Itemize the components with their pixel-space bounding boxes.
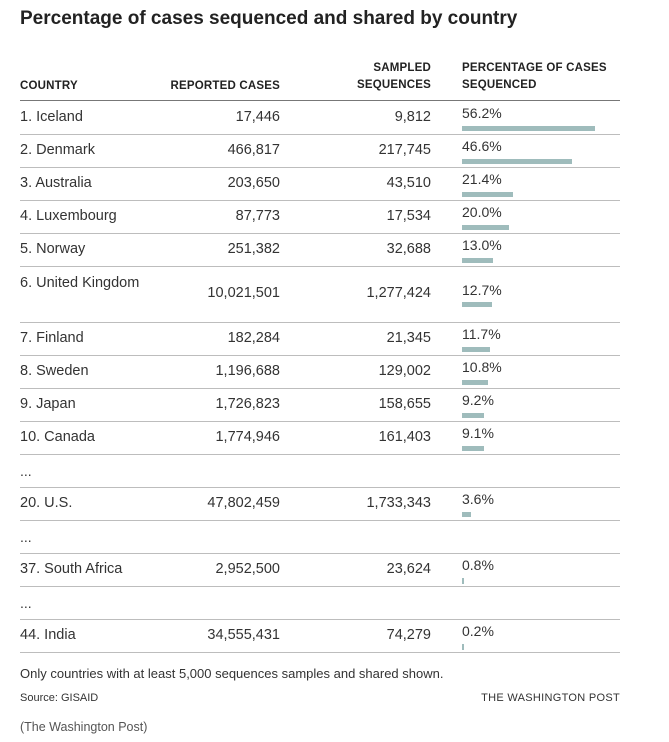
row-divider (20, 134, 620, 135)
reported-cases-cell: 47,802,459 (207, 494, 280, 511)
percentage-label: 11.7% (462, 326, 501, 342)
reported-cases-cell: 34,555,431 (207, 626, 280, 643)
percentage-bar (462, 446, 484, 451)
row-divider (20, 553, 620, 554)
row-divider (20, 266, 620, 267)
sampled-sequences-cell: 129,002 (378, 362, 431, 379)
percentage-bar (462, 225, 509, 230)
sampled-sequences-cell: 1,277,424 (366, 285, 431, 301)
country-cell: 3. Australia (20, 174, 92, 191)
country-cell: 1. Iceland (20, 108, 83, 125)
percentage-label: 21.4% (462, 171, 502, 187)
header-pct-line1: PERCENTAGE OF CASES (462, 62, 607, 74)
percentage-label: 9.2% (462, 392, 494, 408)
percentage-bar (462, 192, 513, 197)
percentage-bar (462, 126, 595, 131)
percentage-bar (462, 159, 572, 164)
row-divider (20, 200, 620, 201)
percentage-label: 20.0% (462, 204, 502, 220)
row-divider (20, 619, 620, 620)
header-reported-cases: REPORTED CASES (170, 80, 280, 92)
reported-cases-cell: 87,773 (235, 207, 280, 224)
percentage-bar (462, 347, 490, 352)
country-cell: 5. Norway (20, 240, 86, 257)
percentage-label: 46.6% (462, 138, 502, 154)
country-cell: 20. U.S. (20, 494, 73, 511)
footnote: Only countries with at least 5,000 sequences samples and shared shown. (20, 666, 444, 681)
reported-cases-cell: 466,817 (227, 141, 280, 158)
row-divider (20, 520, 620, 521)
percentage-bar (462, 413, 484, 418)
sampled-sequences-cell: 43,510 (386, 174, 431, 191)
row-divider (20, 233, 620, 234)
percentage-label: 0.8% (462, 557, 494, 573)
country-cell: 10. Canada (20, 428, 95, 445)
header-pct-line2: SEQUENCED (462, 79, 537, 91)
percentage-bar (462, 380, 488, 385)
row-divider (20, 355, 620, 356)
percentage-bar (462, 512, 471, 517)
reported-cases-cell: 1,726,823 (215, 395, 280, 412)
reported-cases-cell: 1,196,688 (215, 362, 280, 379)
reported-cases-cell: 203,650 (227, 174, 280, 191)
sampled-sequences-cell: 21,345 (386, 329, 431, 346)
country-cell: 2. Denmark (20, 141, 95, 158)
reported-cases-cell: 251,382 (227, 240, 280, 257)
country-cell: 37. South Africa (20, 560, 123, 577)
country-cell: 4. Luxembourg (20, 207, 117, 224)
header-sampled-sequences (357, 60, 431, 94)
sampled-sequences-cell: 74,279 (386, 626, 431, 643)
sampled-sequences-cell: 17,534 (386, 207, 431, 224)
reported-cases-cell: 17,446 (235, 108, 280, 125)
row-divider (20, 487, 620, 488)
percentage-label: 0.2% (462, 623, 494, 639)
header-country: COUNTRY (20, 80, 78, 92)
reported-cases-cell: 1,774,946 (215, 428, 280, 445)
chart-title: Percentage of cases sequenced and shared by country (20, 8, 518, 29)
reported-cases-cell: 2,952,500 (215, 560, 280, 577)
sampled-sequences-cell: 9,812 (394, 108, 431, 125)
row-divider (20, 421, 620, 422)
ellipsis-row: ... (20, 529, 32, 545)
row-divider (20, 454, 620, 455)
sampled-sequences-cell: 217,745 (378, 141, 431, 158)
reported-cases-cell: 10,021,501 (207, 285, 280, 301)
row-divider (20, 322, 620, 323)
country-cell: 8. Sweden (20, 362, 89, 379)
header-sampled-line1: SAMPLED (373, 62, 431, 74)
country-cell: 6. United Kingdom (20, 275, 140, 291)
publisher-credit: THE WASHINGTON POST (481, 692, 620, 704)
sampled-sequences-cell: 32,688 (386, 240, 431, 257)
country-cell: 44. India (20, 626, 76, 643)
percentage-bar (462, 258, 493, 263)
header-sampled-line2: SEQUENCES (356, 79, 431, 91)
percentage-label: 3.6% (462, 491, 494, 507)
reported-cases-cell: 182,284 (227, 329, 280, 346)
percentage-bar (462, 578, 464, 584)
ellipsis-row: ... (20, 595, 32, 611)
percentage-bar (462, 644, 464, 650)
row-divider (20, 388, 620, 389)
source-label: Source: GISAID (20, 692, 99, 704)
sampled-sequences-cell: 1,733,343 (366, 494, 431, 511)
header-rule (20, 100, 620, 101)
percentage-label: 9.1% (462, 425, 494, 441)
sampled-sequences-cell: 158,655 (378, 395, 431, 412)
percentage-label: 56.2% (462, 105, 502, 121)
country-cell: 9. Japan (20, 395, 76, 412)
row-divider (20, 167, 620, 168)
ellipsis-row: ... (20, 463, 32, 479)
percentage-label: 13.0% (462, 237, 502, 253)
image-caption: (The Washington Post) (20, 720, 148, 734)
row-divider (20, 652, 620, 653)
percentage-label: 10.8% (462, 359, 502, 375)
row-divider (20, 586, 620, 587)
percentage-label: 12.7% (462, 282, 502, 298)
country-cell: 7. Finland (20, 329, 84, 346)
percentage-bar (462, 302, 492, 307)
header-percentage (462, 60, 642, 94)
sampled-sequences-cell: 161,403 (378, 428, 431, 445)
sampled-sequences-cell: 23,624 (386, 560, 431, 577)
